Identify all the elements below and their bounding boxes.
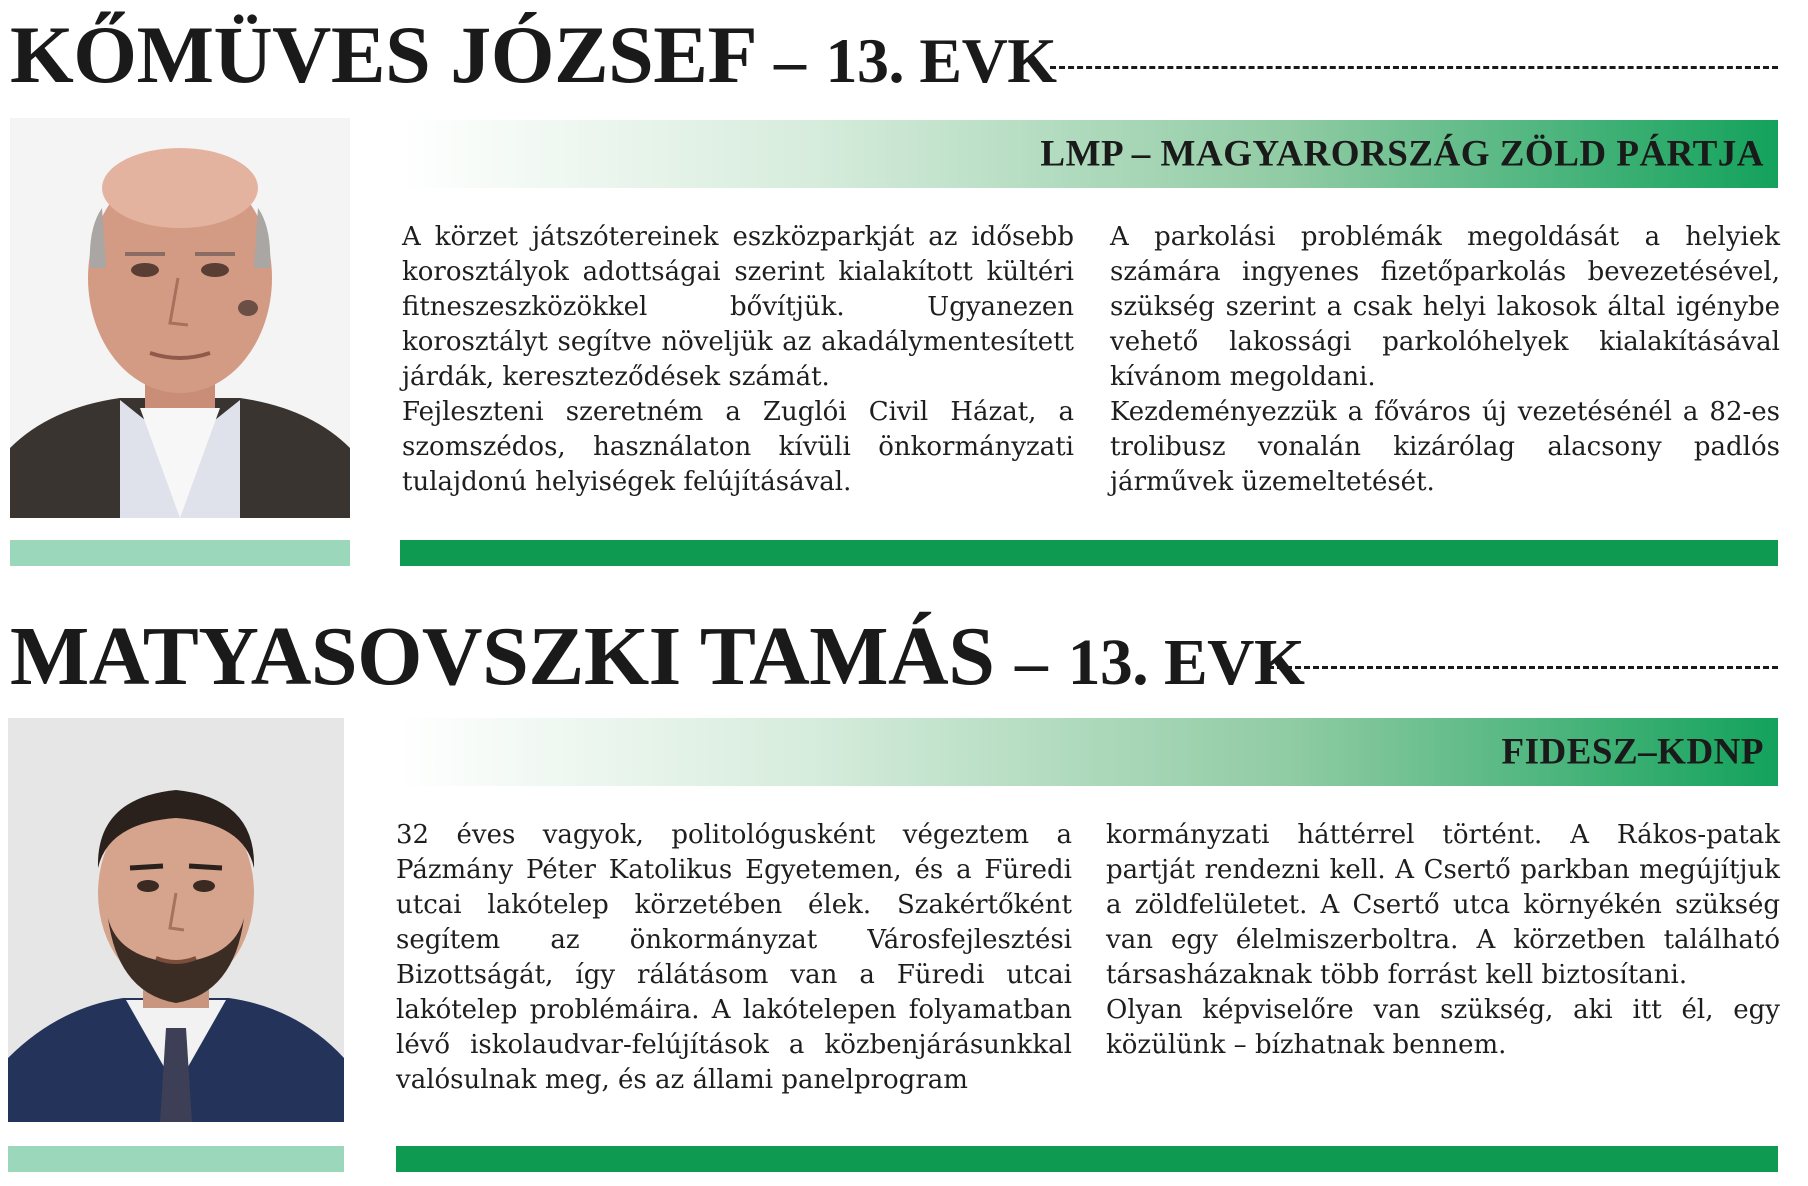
portrait-elderly-man-image	[10, 118, 350, 518]
paragraph: Kezdeményezzük a főváros új vezetésénél a 82-es trolibusz vonalán kizárólag alacsony padlós járművek üzemeltetését.	[1110, 397, 1780, 497]
heading-dashed-rule	[1050, 66, 1778, 69]
party-banner	[398, 718, 1778, 786]
section-divider-bar	[396, 1146, 1778, 1172]
paragraph: kormányzati háttérrel történt. A Rákos-patak partját rendezni kell. A Csertő parkban megújítjuk a zöldfelületet. A Csertő utca környékén szükség van egy élelmiszerboltra. A körzetben található társasházaknak több forrást kell biztosítani.	[1106, 820, 1780, 990]
paragraph: A körzet játszótereinek eszközparkját az idősebb korosztályok adottságai szerint kialakított kültéri fitneszeszközökkel bővítjük. Ugyanezen korosztályt segítve növeljük az akadálymentesített járdák, kereszteződések számát.	[402, 222, 1074, 392]
candidate-heading	[10, 8, 1057, 102]
program-text-right	[1110, 220, 1780, 500]
program-text-left	[396, 818, 1072, 1098]
candidate-heading	[10, 608, 1304, 705]
program-text-left	[402, 220, 1074, 500]
district-label: 13. EVK	[825, 25, 1057, 96]
heading-dashed-rule	[1268, 666, 1778, 669]
photo-underline-bar	[8, 1146, 344, 1172]
district-label: 13. EVK	[1067, 627, 1305, 699]
candidate-name: KŐMÜVES JÓZSEF	[10, 9, 755, 100]
heading-separator: –	[774, 25, 806, 96]
party-banner	[400, 120, 1778, 188]
heading-separator: –	[1014, 627, 1048, 699]
photo-underline-bar	[10, 540, 350, 566]
candidate-photo	[10, 118, 350, 518]
party-name: FIDESZ–KDNP	[1501, 731, 1764, 773]
portrait-young-man-image	[8, 718, 344, 1122]
program-text-right	[1106, 818, 1780, 1063]
paragraph: Fejleszteni szeretném a Zuglói Civil Házat, a szomszédos, használaton kívüli önkormányzati tulajdonú helyiségek felújításával.	[402, 397, 1074, 497]
paragraph: 32 éves vagyok, politológusként végeztem a Pázmány Péter Katolikus Egyetemen, és a Füredi utcai lakótelep körzetében élek. Szakértőként segítem az önkormányzat Városfejlesztési Bizottságát, így rálátásom van a Füredi utcai lakótelep problémáira. A lakótelepen folyamatban lévő iskolaudvar-felújítások a közbenjárásunkkal valósulnak meg, és az állami panelprogram	[396, 820, 1072, 1095]
party-name: LMP – MAGYARORSZÁG ZÖLD PÁRTJA	[1040, 133, 1764, 175]
candidate-name: MATYASOVSZKI TAMÁS	[10, 610, 995, 703]
candidate-photo	[8, 718, 344, 1122]
paragraph: Olyan képviselőre van szükség, aki itt él, egy közülünk – bízhatnak bennem.	[1106, 995, 1780, 1060]
paragraph: A parkolási problémák megoldását a helyiek számára ingyenes fizetőparkolás bevezetésével, szükség szerint a csak helyi lakosok által igénybe vehető lakossági parkolóhelyek kialakításával kívánom megoldani.	[1110, 222, 1780, 392]
section-divider-bar	[400, 540, 1778, 566]
